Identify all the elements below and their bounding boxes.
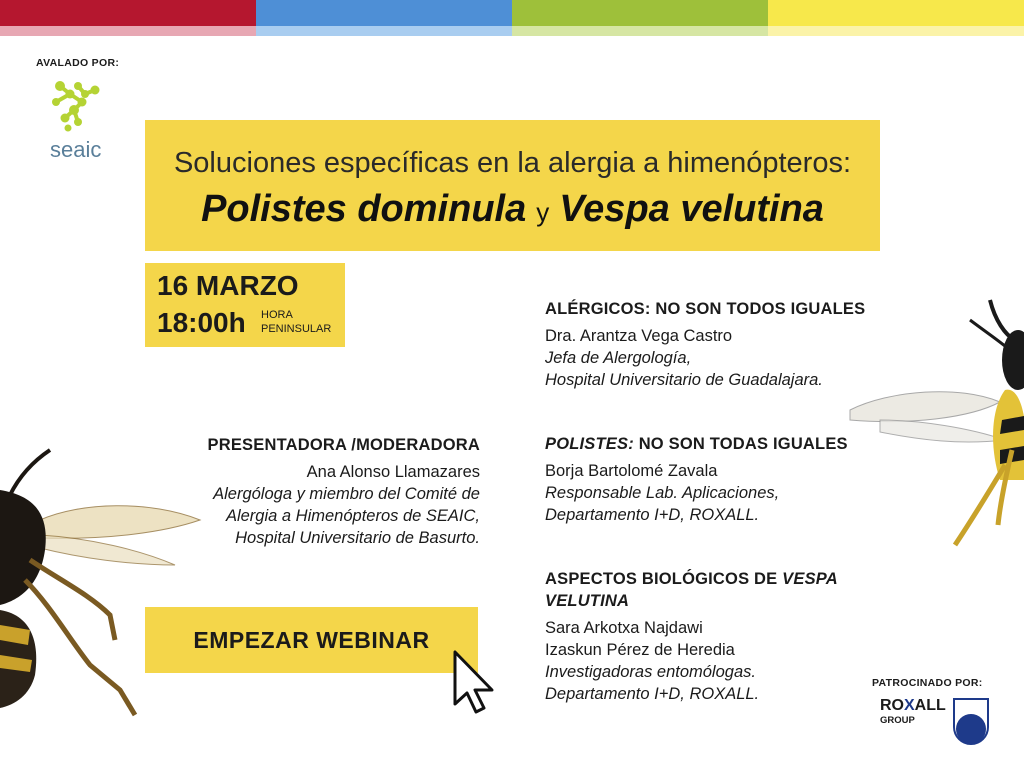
talk-3-org: Departamento I+D, ROXALL.	[545, 685, 760, 703]
roxall-ro: RO	[880, 697, 904, 714]
talk-3-heading	[545, 568, 905, 612]
seaic-logo-text: seaic	[50, 137, 102, 162]
roxall-group: GROUP	[880, 715, 915, 726]
wasp-right-image	[840, 290, 1024, 555]
presenter-heading: PRESENTADORA /MODERADORA	[207, 436, 480, 454]
cursor-arrow-icon	[452, 649, 496, 715]
talk-2-org: Departamento I+D, ROXALL.	[545, 506, 760, 524]
title-species1: Polistes dominula	[201, 188, 527, 230]
event-time: 18:00h	[157, 307, 246, 338]
talk-2-speaker: Borja Bartolomé Zavala	[545, 462, 718, 480]
talk-2-heading-italic: POLISTES:	[545, 435, 634, 453]
talk-3-heading-italic: VESPA VELUTINA	[545, 570, 838, 610]
wasp-left-image	[0, 440, 220, 730]
date-badge	[145, 263, 345, 347]
timezone-line1: HORA	[261, 309, 293, 321]
avalado-label: AVALADO POR:	[36, 57, 120, 69]
sponsor-label: PATROCINADO POR:	[872, 677, 983, 689]
title-line2	[145, 188, 880, 231]
talk-1-role: Jefa de Alergología,	[545, 349, 692, 367]
title-connector: y	[536, 197, 550, 227]
title-line1: Soluciones específicas en la alergia a himenópteros:	[173, 147, 852, 179]
talk-2-heading-rest: NO SON TODAS IGUALES	[633, 435, 848, 453]
event-date: 16 MARZO	[157, 270, 299, 301]
talk-3-speaker-2: Izaskun Pérez de Heredia	[545, 641, 735, 659]
talk-3-role: Investigadoras entomólogas.	[545, 663, 756, 681]
talk-3-heading-rest: ASPECTOS BIOLÓGICOS DE	[545, 570, 783, 588]
top-color-bar	[0, 0, 1024, 36]
presenter-role-3: Hospital Universitario de Basurto.	[235, 529, 480, 547]
start-webinar-button[interactable]: EMPEZAR WEBINAR	[145, 607, 478, 673]
talk-2-role: Responsable Lab. Aplicaciones,	[545, 484, 780, 502]
talk-1-speaker: Dra. Arantza Vega Castro	[545, 327, 733, 345]
presenter-role-2: Alergia a Himenópteros de SEAIC,	[225, 507, 480, 525]
presenter-name: Ana Alonso Llamazares	[306, 463, 480, 481]
talk-1-org: Hospital Universitario de Guadalajara.	[545, 371, 823, 389]
presenter-role-1: Alergóloga y miembro del Comité de	[213, 485, 480, 503]
roxall-all: ALL	[914, 697, 946, 714]
roxall-x: X	[904, 697, 915, 714]
roxall-wordmark	[880, 697, 946, 715]
talk-1-heading: ALÉRGICOS: NO SON TODOS IGUALES	[545, 300, 866, 318]
roxall-mark-icon	[952, 697, 990, 745]
timezone-line2: PENINSULAR	[261, 323, 332, 335]
talk-3	[545, 568, 905, 705]
title-banner	[145, 120, 880, 251]
event-timezone	[261, 308, 331, 336]
talk-3-speaker-1: Sara Arkotxa Najdawi	[545, 619, 703, 637]
title-species2: Vespa velutina	[559, 188, 824, 230]
